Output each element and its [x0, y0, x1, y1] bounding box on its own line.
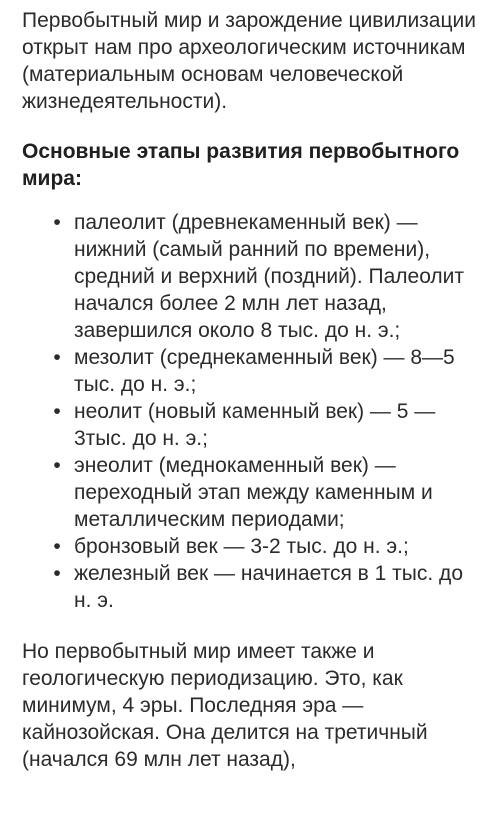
intro-paragraph: Первобытный мир и зарождение цивилизации открыт нам про археологическим источникам (материальным основам человеческой жизнедеятельности).: [22, 9, 476, 113]
list-item-paleolithic: [22, 209, 486, 344]
bullet-icon: •: [53, 562, 61, 585]
bullet-icon: •: [53, 346, 61, 369]
stages-heading: Основные этапы развития первобытного мира:: [22, 140, 460, 190]
bullet-icon: •: [53, 211, 61, 234]
outro-paragraph: Но первобытный мир имеет также и геологическую периодизацию. Это, как минимум, 4 эры. Последняя эра — кайнозойская. Она делится на третичный (начался 69 млн лет назад),: [22, 640, 428, 771]
list-item-eneolithic: [22, 452, 486, 533]
list-item-text: мезолит (среднекаменный век) — 8—5 тыс. до н. э.;: [74, 346, 455, 396]
list-item-bronze-age: [22, 533, 486, 560]
bullet-icon: •: [53, 535, 61, 558]
list-item-text: палеолит (древнекаменный век) — нижний (самый ранний по времени), средний и верхний (поздний). Палеолит начался более 2 млн лет назад, завершился около 8 тыс. до н. э.;: [74, 211, 465, 342]
bullet-icon: •: [53, 454, 61, 477]
list-item-neolithic: [22, 398, 486, 452]
list-item-text: железный век — начинается в 1 тыс. до н. э.: [74, 562, 463, 612]
stages-list: [22, 209, 486, 614]
list-item-iron-age: [22, 560, 486, 614]
list-item-text: энеолит (меднокаменный век) — переходный этап между каменным и металлическим периодами;: [74, 454, 433, 531]
list-item-text: неолит (новый каменный век) — 5 —3тыс. до н. э.;: [74, 400, 436, 450]
bullet-icon: •: [53, 400, 61, 423]
list-item-mesolithic: [22, 344, 486, 398]
list-item-text: бронзовый век — 3-2 тыс. до н. э.;: [74, 535, 409, 558]
